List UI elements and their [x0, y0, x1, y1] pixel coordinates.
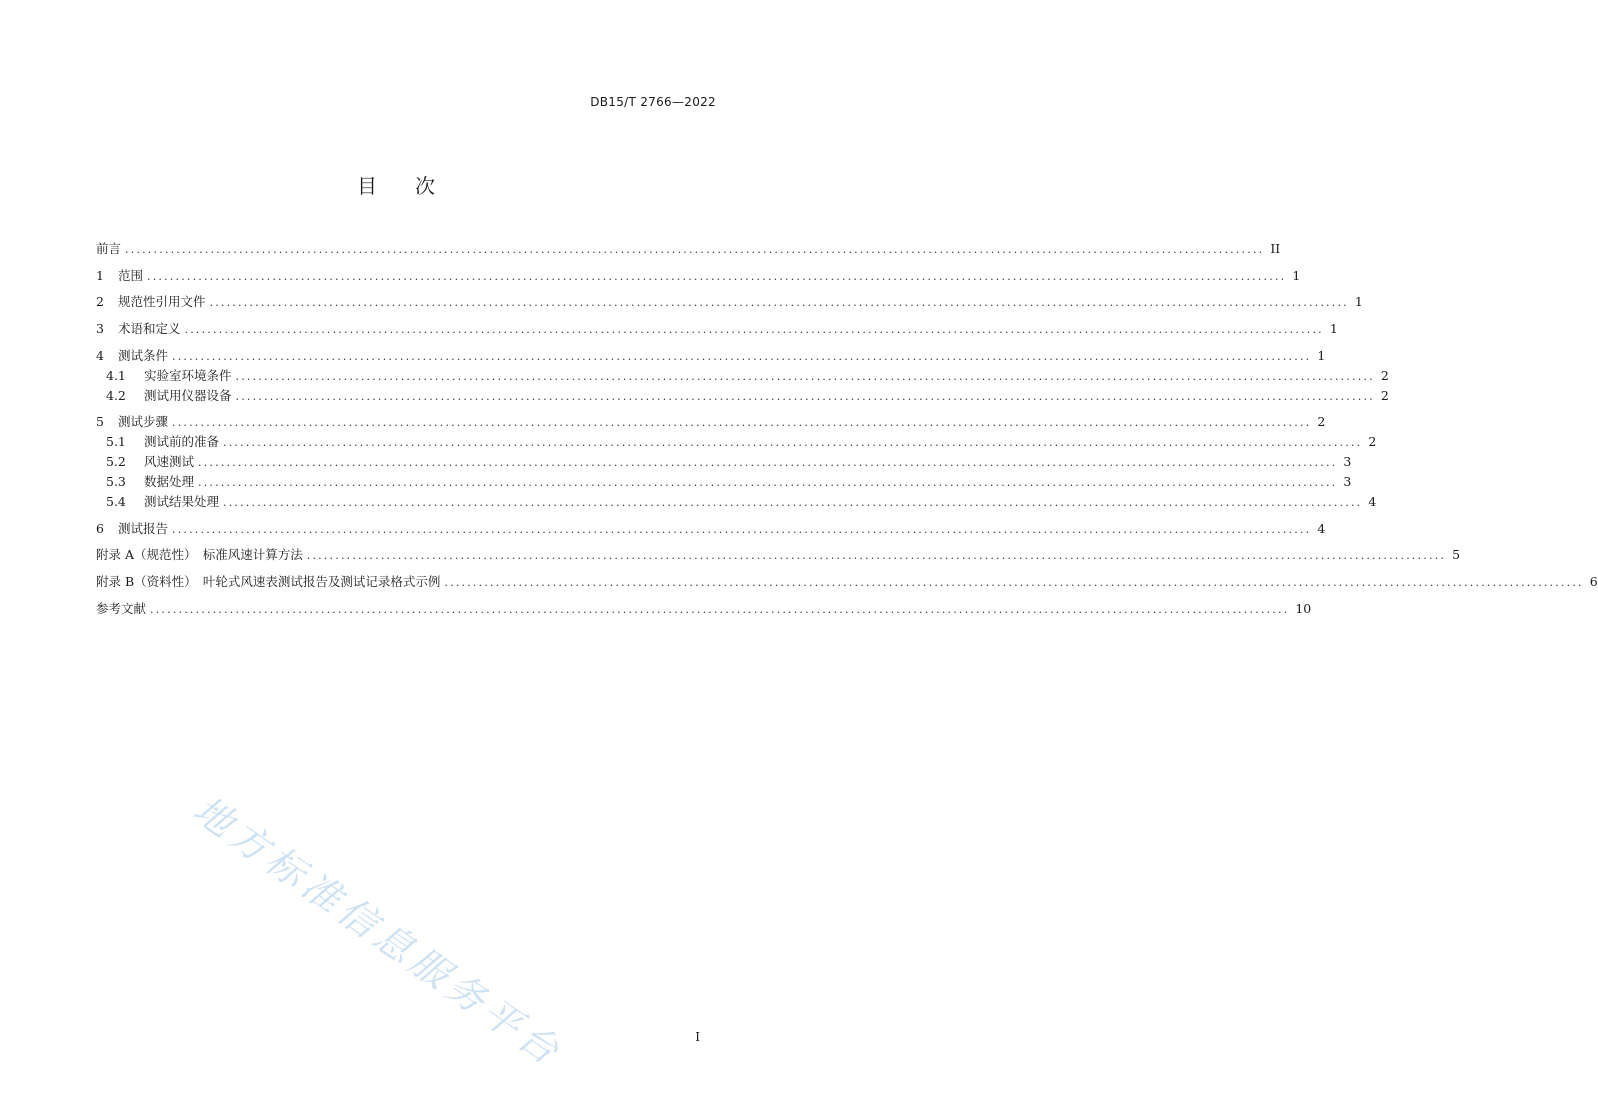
toc-entry-page: 3: [1343, 454, 1352, 469]
toc-entry-page: 2: [1317, 414, 1326, 429]
toc-entry-label: 数据处理: [144, 474, 195, 489]
toc-entry-number: 3: [96, 321, 104, 336]
toc-entry-page: 2: [1368, 434, 1377, 449]
toc-entry-page: 6: [1589, 574, 1598, 589]
title-char-left: 目: [357, 174, 377, 198]
toc-entry-label: 附录 B（资料性） 叶轮式风速表测试报告及测试记录格式示例: [96, 574, 441, 589]
toc-entry-label: 测试报告: [118, 521, 169, 536]
toc-leader-dots: ........................................................................................................................................................................................................: [198, 476, 1338, 489]
toc-leader-dots: ........................................................................................................................................................................................................: [235, 370, 1375, 383]
toc-entry-label: 术语和定义: [118, 321, 181, 336]
toc-entry-label: 测试用仪器设备: [144, 388, 232, 403]
watermark: 地方标准信息服务平台: [185, 787, 572, 1076]
toc-entry-number: 5.3: [106, 474, 126, 489]
toc-leader-dots: ........................................................................................................................................................................................................: [306, 549, 1447, 562]
toc-entry-label: 参考文献: [96, 601, 147, 616]
title-char-right: 次: [415, 174, 435, 198]
toc-subentry[interactable]: [106, 433, 1377, 451]
toc-entry-number: 4: [96, 348, 104, 363]
toc-leader-dots: ........................................................................................................................................................................................................: [125, 243, 1265, 256]
toc-entry-number: 5.4: [106, 494, 126, 509]
toc-entry[interactable]: [96, 240, 1281, 258]
toc-entry-label: 规范性引用文件: [118, 294, 206, 309]
toc-leader-dots: ........................................................................................................................................................................................................: [172, 523, 1312, 536]
toc-entry-number: 2: [96, 294, 104, 309]
toc-entry-page: 2: [1380, 388, 1389, 403]
toc-entry[interactable]: [96, 520, 1326, 538]
toc-entry-page: 1: [1292, 268, 1301, 283]
toc-subentry[interactable]: [106, 473, 1352, 491]
toc-leader-dots: ........................................................................................................................................................................................................: [172, 416, 1312, 429]
toc-entry-page: 1: [1329, 321, 1338, 336]
toc-entry-page: 1: [1317, 348, 1326, 363]
toc-entry-appendix-b[interactable]: [96, 573, 1598, 591]
toc-entry-page: 1: [1354, 294, 1363, 309]
toc-entry[interactable]: [96, 320, 1338, 338]
toc-leader-dots: ........................................................................................................................................................................................................: [235, 390, 1375, 403]
toc-entry-number: 6: [96, 521, 104, 536]
toc-entry-number: 4.2: [106, 388, 126, 403]
toc-entry-appendix-a[interactable]: [96, 546, 1461, 564]
toc-subentry[interactable]: [106, 387, 1389, 405]
toc-entry-label: 测试前的准备: [144, 434, 220, 449]
toc-entry-number: 4.1: [106, 368, 126, 383]
toc-entry-label: 测试条件: [118, 348, 169, 363]
toc-entry-references[interactable]: [96, 600, 1312, 618]
toc-leader-dots: ........................................................................................................................................................................................................: [184, 323, 1324, 336]
toc-entry-label: 前言: [96, 241, 122, 256]
page-title: [0, 170, 792, 199]
toc-leader-dots: ........................................................................................................................................................................................................: [223, 496, 1363, 509]
toc-entry-page: 3: [1343, 474, 1352, 489]
toc-entry-label: 附录 A（规范性） 标准风速计算方法: [96, 547, 303, 562]
toc-subentry[interactable]: [106, 453, 1352, 471]
toc-entry-page: 4: [1317, 521, 1326, 536]
toc-entry-label: 风速测试: [144, 454, 195, 469]
toc-subentry[interactable]: [106, 367, 1389, 385]
toc-entry-page: 4: [1368, 494, 1377, 509]
toc-entry-label: 实验室环境条件: [144, 368, 232, 383]
toc-entry-label: 测试步骤: [118, 414, 169, 429]
toc-leader-dots: ........................................................................................................................................................................................................: [223, 436, 1363, 449]
toc-leader-dots: ........................................................................................................................................................................................................: [172, 350, 1312, 363]
toc-entry-number: 5.2: [106, 454, 126, 469]
toc-entry-label: 测试结果处理: [144, 494, 220, 509]
toc-leader-dots: ........................................................................................................................................................................................................: [444, 576, 1584, 589]
toc-entry-number: 5: [96, 414, 104, 429]
toc-entry-number: 5.1: [106, 434, 126, 449]
toc-subentry[interactable]: [106, 493, 1377, 511]
toc-leader-dots: ........................................................................................................................................................................................................: [147, 270, 1287, 283]
toc-entry[interactable]: [96, 413, 1326, 431]
toc-leader-dots: ........................................................................................................................................................................................................: [150, 603, 1290, 616]
toc-entry-number: 1: [96, 268, 104, 283]
toc-leader-dots: ........................................................................................................................................................................................................: [198, 456, 1338, 469]
toc-entry[interactable]: [96, 267, 1301, 285]
document-code: DB15/T 2766—2022: [590, 95, 716, 109]
toc-leader-dots: ........................................................................................................................................................................................................: [209, 296, 1349, 309]
toc-entry-page: II: [1270, 241, 1281, 256]
toc-entry-page: 2: [1380, 368, 1389, 383]
toc-entry-label: 范围: [118, 268, 144, 283]
toc-entry[interactable]: [96, 293, 1363, 311]
toc-entry-page: 10: [1295, 601, 1312, 616]
toc-entry[interactable]: [96, 347, 1326, 365]
toc-entry-page: 5: [1452, 547, 1461, 562]
page-number: I: [695, 1030, 700, 1044]
